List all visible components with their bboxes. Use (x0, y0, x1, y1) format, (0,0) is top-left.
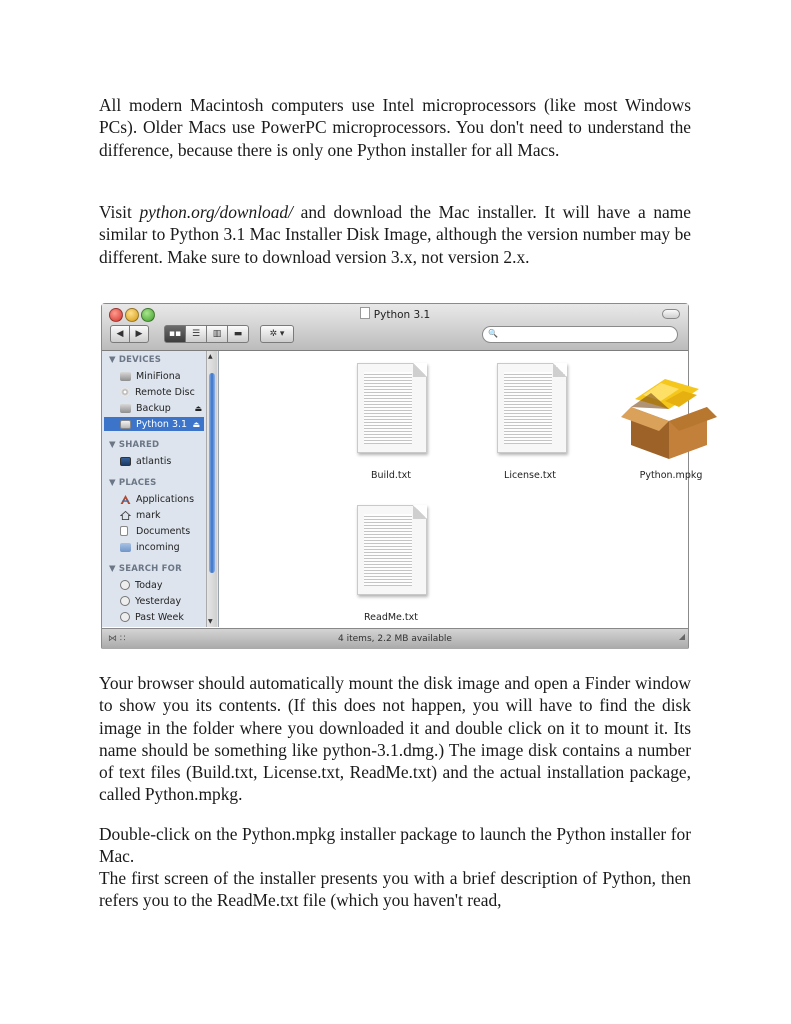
window-title-text: Python 3.1 (373, 309, 431, 321)
status-bar (102, 628, 688, 649)
forward-button[interactable]: ▶ (129, 325, 149, 343)
sidebar-item-label: MiniFiona (136, 370, 181, 382)
installer-paragraph: The first screen of the installer presents you with a brief description of Python, then refers you to the ReadMe.txt file (which you haven't read, (99, 868, 691, 911)
eject-icon[interactable]: ⏏ (194, 403, 202, 413)
text-document-icon (357, 363, 427, 453)
file-label: ReadMe.txt (363, 612, 418, 623)
sidebar-item-minifiona[interactable] (120, 369, 206, 383)
sidebar-item-label: Remote Disc (135, 386, 195, 398)
home-icon (120, 511, 131, 520)
action-menu-button[interactable]: ✲ ▾ (260, 325, 294, 343)
finder-content (219, 351, 703, 627)
download-text-after: and download the Mac installer. It will have a name similar to Python 3.1 Mac Installer Disk Image, although the version number may be different. Make sure to download version 3.x, not version 2.x. (99, 202, 692, 267)
sidebar-item-mark[interactable] (120, 508, 206, 522)
sidebar-item-label: Backup (136, 402, 171, 414)
finder-window (101, 303, 703, 649)
download-paragraph (99, 201, 691, 268)
sidebar-item-label: Applications (136, 493, 195, 505)
sidebar-item-label: Past Week (135, 611, 184, 623)
search-field[interactable] (482, 326, 678, 343)
sidebar-scroll-thumb[interactable] (209, 373, 215, 573)
status-text: 4 items, 2.2 MB available (338, 634, 452, 644)
file-label: Build.txt (371, 470, 411, 481)
installer-package-icon (621, 369, 717, 461)
sidebar-item-label: atlantis (136, 455, 172, 467)
sidebar-item-remote-disc[interactable] (120, 385, 206, 399)
sidebar-item-label: incoming (136, 541, 180, 553)
sidebar-item-python[interactable] (104, 417, 204, 431)
optical-disc-icon (120, 387, 130, 397)
network-computer-icon (120, 457, 131, 466)
sidebar-header-search-for: ▼ SEARCH FOR (109, 564, 182, 574)
sidebar-item-label: Yesterday (135, 595, 182, 607)
clock-icon (120, 596, 130, 606)
sidebar-item-atlantis[interactable] (120, 454, 206, 468)
column-view-button[interactable]: ▥ (206, 325, 228, 343)
text-document-icon (497, 363, 567, 453)
scroll-down-arrow-icon[interactable]: ▼ (208, 618, 213, 625)
window-title (102, 307, 688, 321)
sidebar-item-label: Documents (136, 525, 191, 537)
search-icon: 🔍 (488, 329, 498, 338)
eject-icon[interactable]: ⏏ (192, 419, 200, 429)
download-url: python.org/download/ (139, 202, 293, 222)
disk-image-icon (120, 420, 131, 429)
clock-icon (120, 580, 130, 590)
sidebar-item-applications[interactable] (120, 492, 206, 506)
sidebar-scrollbar[interactable] (206, 351, 217, 627)
sidebar-item-label: Today (135, 579, 163, 591)
sidebar-resize-grip-icon[interactable]: ⋈ ∷ (108, 634, 126, 644)
text-document-icon (357, 505, 427, 595)
sidebar-item-label: mark (136, 509, 161, 521)
back-button[interactable]: ◀ (110, 325, 130, 343)
file-label: Python.mpkg (639, 470, 703, 481)
sidebar-header-places: ▼ PLACES (109, 478, 157, 488)
external-disk-icon (120, 404, 131, 413)
sidebar-item-today[interactable] (120, 578, 206, 592)
icon-view-button[interactable]: ▪▪ (164, 325, 186, 343)
clock-icon (120, 612, 130, 622)
disk-image-icon (360, 307, 370, 319)
sidebar-item-incoming[interactable] (120, 540, 206, 554)
finder-sidebar (102, 351, 219, 627)
file-label: License.txt (504, 470, 556, 481)
double-click-paragraph: Double-click on the Python.mpkg installer package to launch the Python installer for Mac. (99, 824, 691, 867)
window-resize-grip-icon[interactable]: ◢ (678, 632, 685, 641)
download-text-before: Visit (99, 202, 140, 222)
sidebar-item-backup[interactable] (120, 401, 206, 415)
sidebar-header-devices: ▼ DEVICES (109, 355, 162, 365)
documents-icon (120, 526, 128, 536)
sidebar-item-past-week[interactable] (120, 610, 206, 624)
list-view-button[interactable]: ☰ (185, 325, 207, 343)
finder-titlebar (102, 304, 688, 351)
hard-disk-icon (120, 372, 131, 381)
folder-icon (120, 543, 131, 552)
scroll-up-arrow-icon[interactable]: ▲ (208, 353, 213, 360)
sidebar-header-shared: ▼ SHARED (109, 440, 160, 450)
intro-paragraph: All modern Macintosh computers use Intel microprocessors (like most Windows PCs). Older Macs use PowerPC microprocessors. You don't need to understand the difference, because there is only one Python installer for all Macs. (99, 95, 691, 160)
sidebar-item-label: Python 3.1 (136, 418, 188, 430)
finder-paragraph: Your browser should automatically mount the disk image and open a Finder window to show you its contents. (If this does not happen, you will have to find the disk image in the folder where you downloaded it and double click on it to mount it. Its name should be something like python-3.1.dmg.) The image disk contains a number of text files (Build.txt, License.txt, ReadMe.txt) and the actual installation package, called Python.mpkg. (99, 673, 691, 805)
sidebar-item-yesterday[interactable] (120, 594, 206, 608)
sidebar-item-documents[interactable] (120, 524, 206, 538)
applications-icon (120, 495, 131, 504)
toolbar-toggle-button[interactable] (662, 309, 680, 319)
cover-flow-button[interactable]: ▬ (227, 325, 249, 343)
